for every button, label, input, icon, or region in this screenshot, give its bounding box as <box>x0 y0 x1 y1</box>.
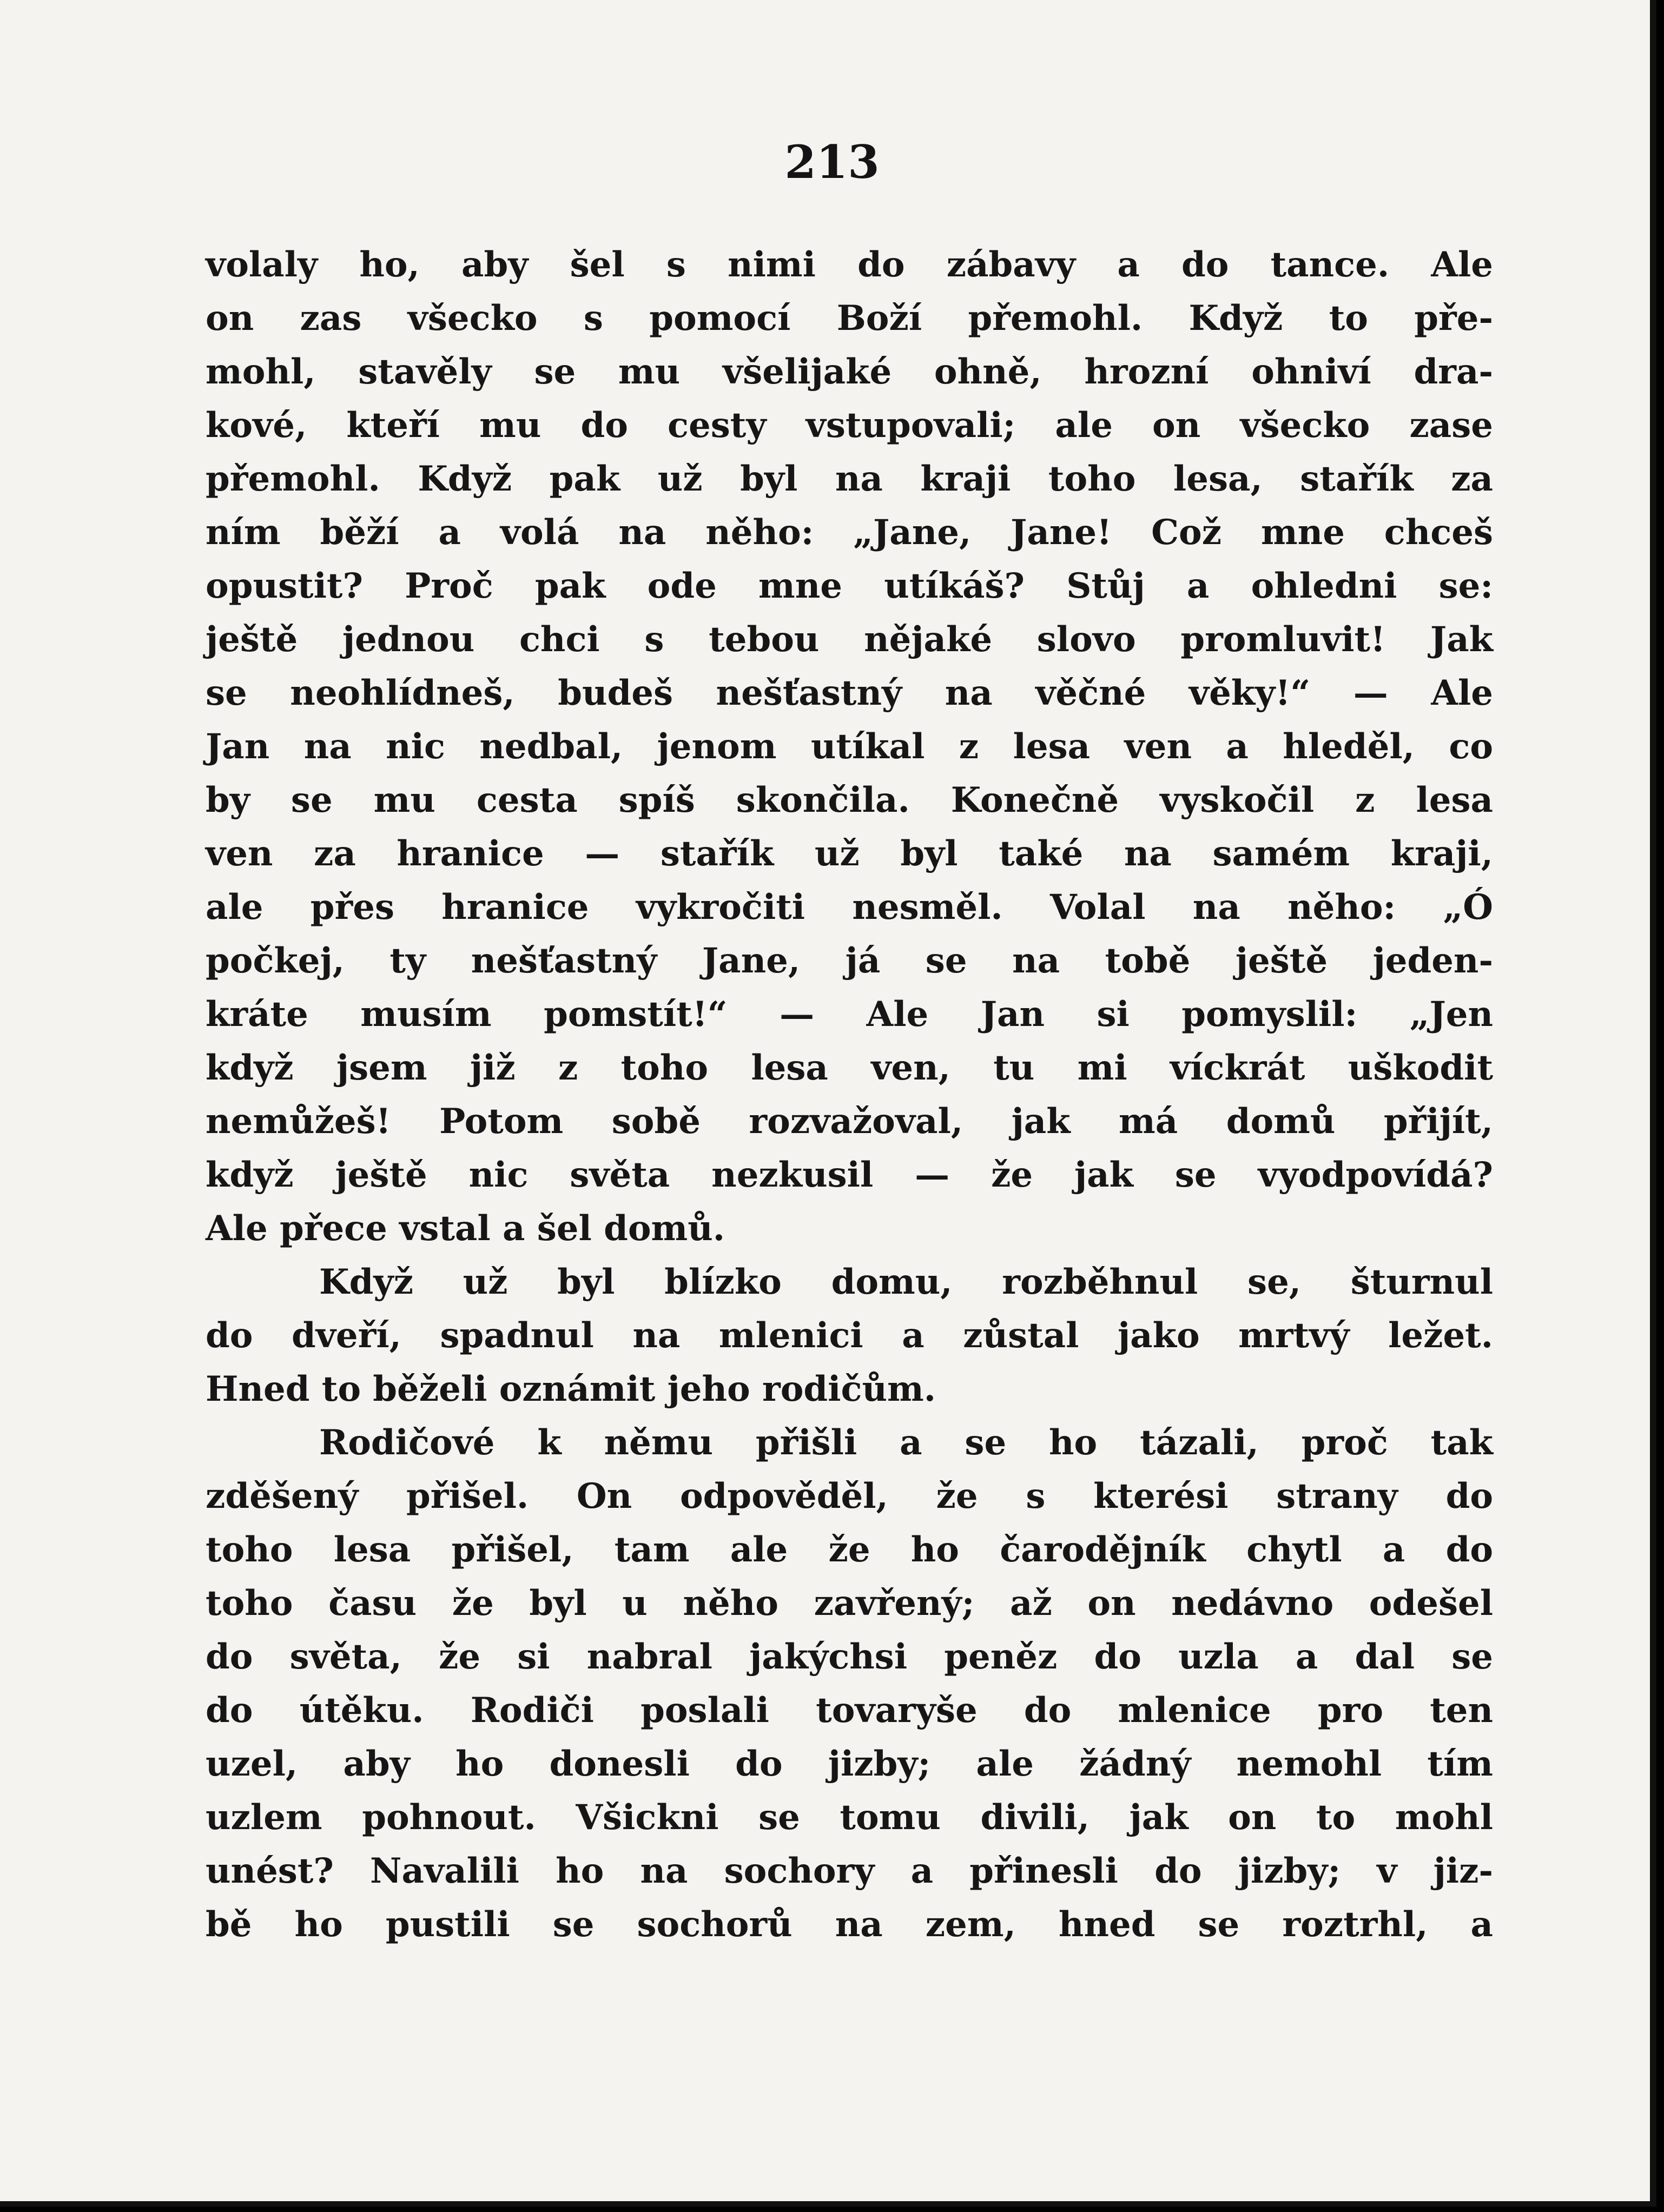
text-line: toho lesa přišel, tam ale že ho čarodějník chytl a do <box>206 1529 1493 1570</box>
text-line: kráte musím pomstít!“ — Ale Jan si pomyslil: „Jen <box>206 994 1493 1035</box>
text-line: nemůžeš! Potom sobě rozvažoval, jak má domů přijít, <box>206 1101 1493 1142</box>
text-line: toho času že byl u něho zavřený; až on nedávno odešel <box>206 1583 1493 1624</box>
text-line: Když už byl blízko domu, rozběhnul se, šturnul <box>319 1262 1493 1302</box>
text-line: ven za hranice — stařík už byl také na samém kraji, <box>206 833 1493 874</box>
text-line: ale přes hranice vykročiti nesměl. Volal na něho: „Ó <box>206 887 1493 928</box>
text-line: ním běží a volá na něho: „Jane, Jane! Což mne chceš <box>206 512 1493 553</box>
text-line: by se mu cesta spíš skončila. Konečně vyskočil z lesa <box>206 780 1493 820</box>
text-line: Hned to běželi oznámit jeho rodičům. <box>206 1369 936 1409</box>
text-line: uzel, aby ho donesli do jizby; ale žádný nemohl tím <box>206 1744 1493 1784</box>
page-number: 213 <box>784 135 880 189</box>
text-line: unést? Navalili ho na sochory a přinesli do jizby; v jiz- <box>206 1851 1493 1891</box>
text-line: opustit? Proč pak ode mne utíkáš? Stůj a ohledni se: <box>206 566 1493 606</box>
text-line: zděšený přišel. On odpověděl, že s kterési strany do <box>206 1476 1493 1516</box>
text-line: volaly ho, aby šel s nimi do zábavy a do tance. Ale <box>206 244 1493 285</box>
text-line: Ale přece vstal a šel domů. <box>206 1208 725 1249</box>
text-line: do světa, že si nabral jakýchsi peněz do uzla a dal se <box>206 1637 1493 1677</box>
text-line: bě ho pustili se sochorů na zem, hned se roztrhl, a <box>206 1904 1493 1945</box>
body-text <box>206 238 1493 1951</box>
text-line: když ještě nic světa nezkusil — že jak se vyodpovídá? <box>206 1155 1493 1195</box>
text-line: ještě jednou chci s tebou nějaké slovo promluvit! Jak <box>206 619 1493 660</box>
text-line: kové, kteří mu do cesty vstupovali; ale on všecko zase <box>206 405 1493 446</box>
text-line: uzlem pohnout. Všickni se tomu divili, jak on to mohl <box>206 1797 1493 1838</box>
text-line: když jsem již z toho lesa ven, tu mi víckrát uškodit <box>206 1048 1493 1088</box>
text-line: přemohl. Když pak už byl na kraji toho lesa, stařík za <box>206 459 1493 499</box>
text-line: se neohlídneš, budeš nešťastný na věčné věky!“ — Ale <box>206 673 1493 713</box>
text-line: Rodičové k němu přišli a se ho tázali, proč tak <box>319 1422 1493 1463</box>
text-line: do útěku. Rodiči poslali tovaryše do mlenice pro ten <box>206 1690 1493 1731</box>
text-line: počkej, ty nešťastný Jane, já se na tobě ještě jeden- <box>206 941 1493 981</box>
text-line: do dveří, spadnul na mlenici a zůstal jako mrtvý ležet. <box>206 1315 1493 1356</box>
text-line: Jan na nic nedbal, jenom utíkal z lesa ven a hleděl, co <box>206 726 1493 767</box>
text-line: mohl, stavěly se mu všelijaké ohně, hrozní ohniví dra- <box>206 352 1493 392</box>
text-line: on zas všecko s pomocí Boží přemohl. Když to pře- <box>206 298 1493 339</box>
